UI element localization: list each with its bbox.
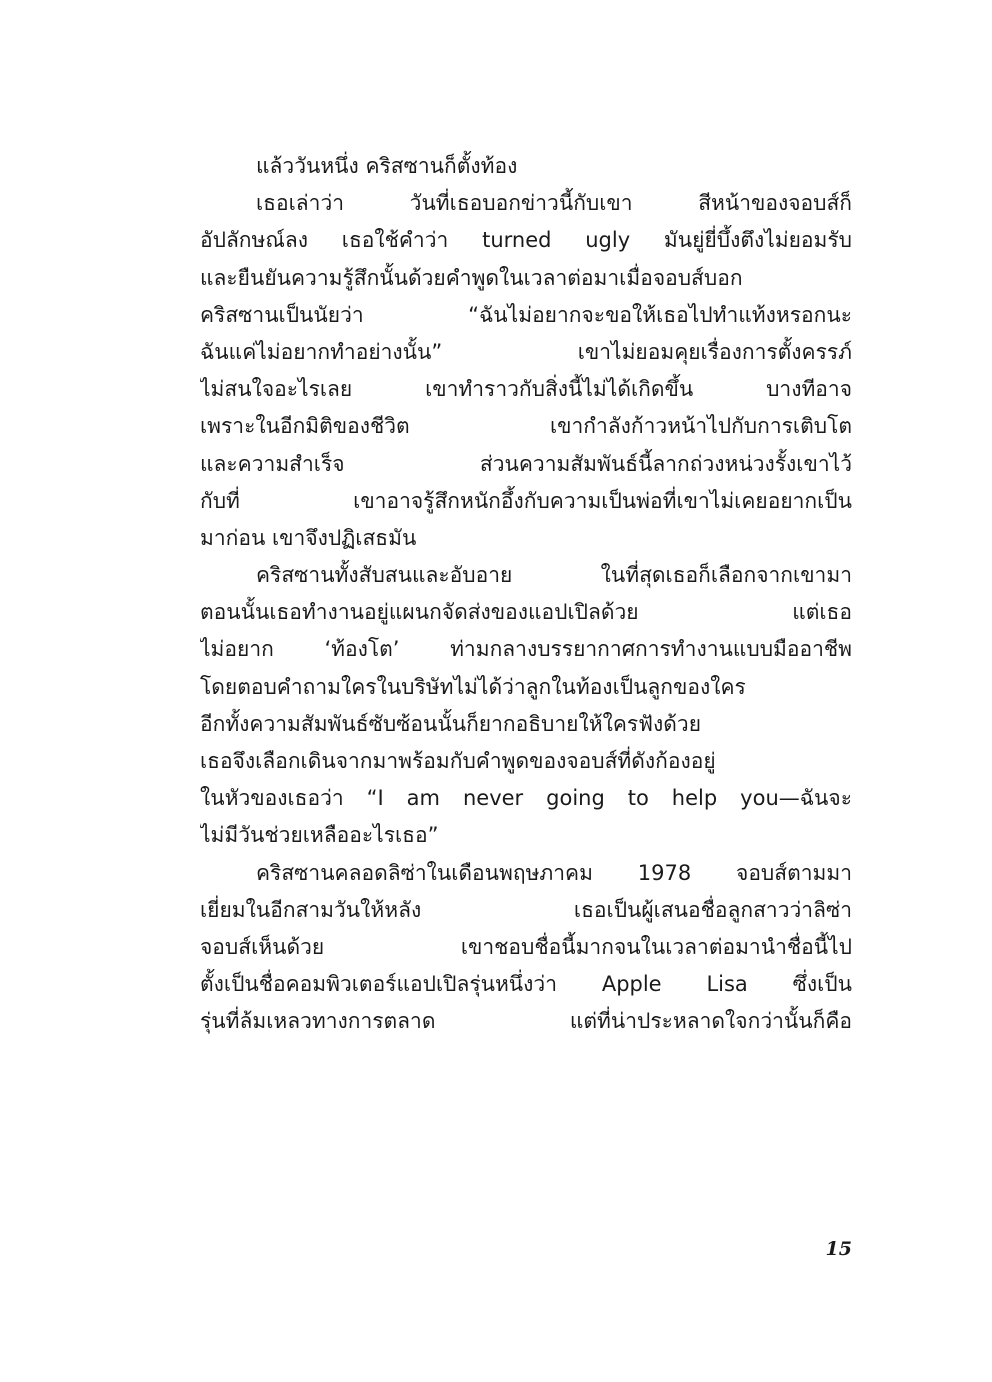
text-line: มาก่อน เขาจึงปฏิเสธมัน [200,525,417,550]
text-line: และความสำเร็จ ส่วนความสัมพันธ์นี้ลากถ่วงหน่วงรั้งเขาไว้ [200,451,852,476]
body-text [200,148,852,1041]
text-line: เพราะในอีกมิติของชีวิต เขากำลังก้าวหน้าไปกับการเติบโต [200,414,852,439]
text-line: เธอจึงเลือกเดินจากมาพร้อมกับคำพูดของจอบส์ที่ดังก้องอยู่ [200,749,716,773]
text-line: คริสซานเป็นนัยว่า “ฉันไม่อยากจะขอให้เธอไปทำแท้งหรอกนะ [200,302,852,327]
text-line: ตอนนั้นเธอทำงานอยู่แผนกจัดส่งของแอปเปิลด้วย แต่เธอ [200,600,852,625]
text-line: แล้ววันหนึ่ง คริสซานก็ตั้งท้อง [256,154,518,178]
text-line: กับที่ เขาอาจรู้สึกหนักอึ้งกับความเป็นพ่อที่เขาไม่เคยอยากเป็น [200,488,852,513]
text-line: จอบส์เห็นด้วย เขาชอบชื่อนี้มากจนในเวลาต่อมานำชื่อนี้ไป [200,934,852,959]
text-line: โดยตอบคำถามใครในบริษัทไม่ได้ว่าลูกในท้องเป็นลูกของใคร [200,674,746,699]
text-line: ในหัวของเธอว่า “I am never going to help you—ฉันจะ [200,786,852,811]
text-line: ไม่สนใจอะไรเลย เขาทำราวกับสิ่งนี้ไม่ได้เกิดขึ้น บางทีอาจ [200,377,852,402]
text-line: คริสซานทั้งสับสนและอับอาย ในที่สุดเธอก็เลือกจากเขามา [256,563,852,588]
text-line: เยี่ยมในอีกสามวันให้หลัง เธอเป็นผู้เสนอชื่อลูกสาวว่าลิซ่า [200,897,852,922]
text-line: รุ่นที่ล้มเหลวทางการตลาด แต่ที่น่าประหลาดใจกว่านั้นก็คือ [200,1009,852,1034]
text-line: ไม่มีวันช่วยเหลืออะไรเธอ” [200,823,439,848]
text-line: คริสซานคลอดลิซ่าในเดือนพฤษภาคม 1978 จอบส์ตามมา [256,860,852,885]
page-number: 15 [825,1238,852,1260]
text-line: อัปลักษณ์ลง เธอใช้คำว่า turned ugly มันยู่ยี่บึ้งตึงไม่ยอมรับ [200,228,852,253]
text-line: ตั้งเป็นชื่อคอมพิวเตอร์แอปเปิลรุ่นหนึ่งว่า Apple Lisa ซึ่งเป็น [200,972,852,997]
text-line: ไม่อยาก ‘ท้องโต’ ท่ามกลางบรรยากาศการทำงานแบบมืออาชีพ [200,637,852,662]
text-line: และยืนยันความรู้สึกนั้นด้วยคำพูดในเวลาต่อมาเมื่อจอบส์บอก [200,265,743,290]
text-line: เธอเล่าว่า วันที่เธอบอกข่าวนี้กับเขา สีหน้าของจอบส์ก็ [256,191,852,216]
text-line: ฉันแค่ไม่อยากทำอย่างนั้น” เขาไม่ยอมคุยเรื่องการตั้งครรภ์ [200,339,852,364]
text-line: อีกทั้งความสัมพันธ์ซับซ้อนนั้นก็ยากอธิบายให้ใครฟังด้วย [200,711,702,736]
